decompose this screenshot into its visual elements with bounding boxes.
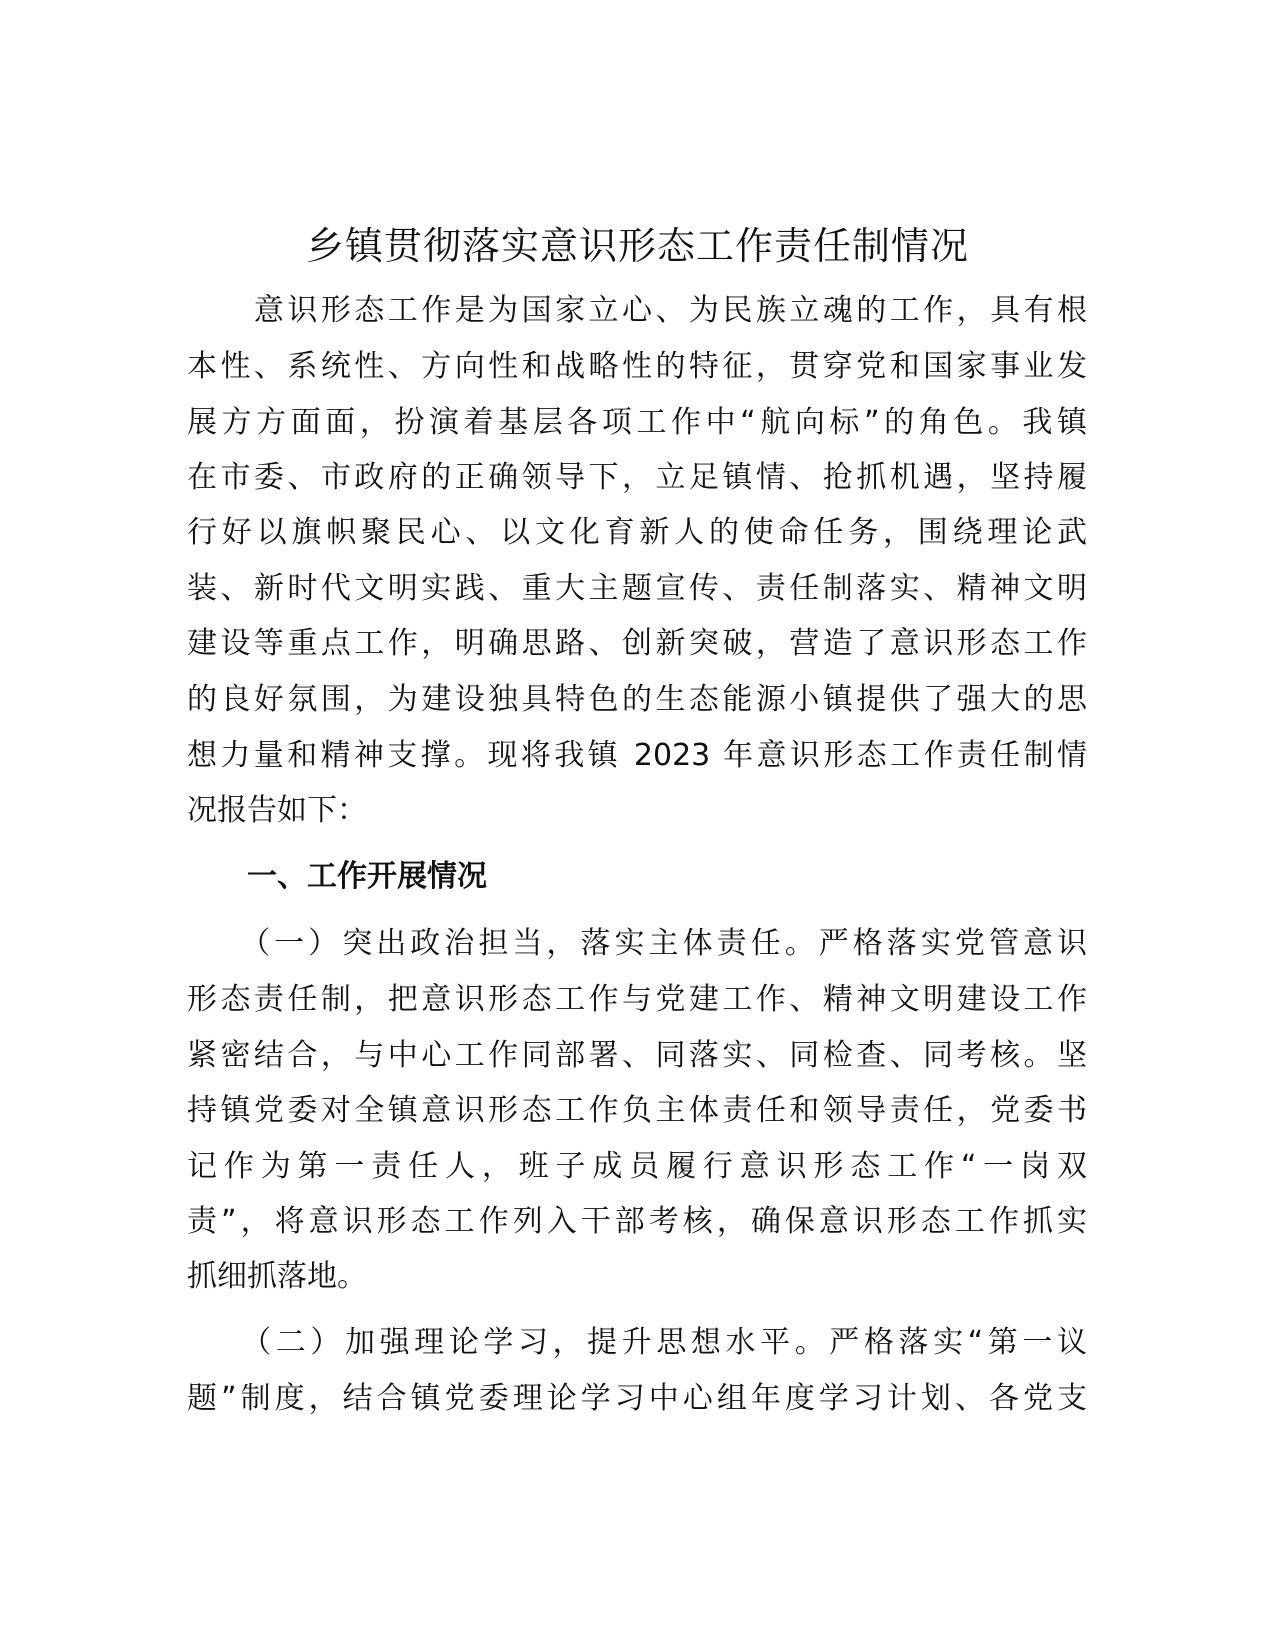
section-heading: 一、工作开展情况: [187, 859, 487, 894]
paragraph-line: 持镇党委对全镇意识形态工作负主体责任和领导责任，党委书: [187, 1093, 1087, 1128]
paragraph-line: 紧密结合，与中心工作同部署、同落实、同检查、同考核。坚: [187, 1038, 1087, 1073]
paragraph-line: 意识形态工作是为国家立心、为民族立魂的工作，具有根: [187, 293, 1087, 328]
paragraph-line: 展方方面面，扮演着基层各项工作中“航向标”的角色。我镇: [187, 405, 1087, 440]
paragraph-line: 抓细抓落地。: [187, 1259, 367, 1294]
paragraph-line: 的良好氛围，为建设独具特色的生态能源小镇提供了强大的思: [187, 682, 1087, 717]
paragraph-line: 本性、系统性、方向性和战略性的特征，贯穿党和国家事业发: [187, 349, 1087, 384]
paragraph-line: 题”制度，结合镇党委理论学习中心组年度学习计划、各党支: [187, 1381, 1087, 1416]
paragraph-line: 想力量和精神支撑。现将我镇 2023 年意识形态工作责任制情: [187, 738, 1087, 773]
paragraph-line: 形态责任制，把意识形态工作与党建工作、精神文明建设工作: [187, 982, 1087, 1017]
paragraph-line: 记作为第一责任人，班子成员履行意识形态工作“一岗双: [187, 1149, 1087, 1184]
paragraph-line: （二）加强理论学习，提升思想水平。严格落实“第一议: [187, 1325, 1087, 1360]
paragraph-line: 装、新时代文明实践、重大主题宣传、责任制落实、精神文明: [187, 571, 1087, 606]
paragraph-line: 况报告如下：: [187, 793, 367, 828]
paragraph-line: 责”，将意识形态工作列入干部考核，确保意识形态工作抓实: [187, 1204, 1087, 1239]
paragraph-line: 建设等重点工作，明确思路、创新突破，营造了意识形态工作: [187, 626, 1087, 661]
paragraph-line: （一）突出政治担当，落实主体责任。严格落实党管意识: [187, 926, 1087, 961]
paragraph-line: 在市委、市政府的正确领导下，立足镇情、抢抓机遇，坚持履: [187, 460, 1087, 495]
document-title: 乡镇贯彻落实意识形态工作责任制情况: [305, 224, 969, 268]
paragraph-line: 行好以旗帜聚民心、以文化育新人的使命任务，围绕理论武: [187, 515, 1087, 550]
